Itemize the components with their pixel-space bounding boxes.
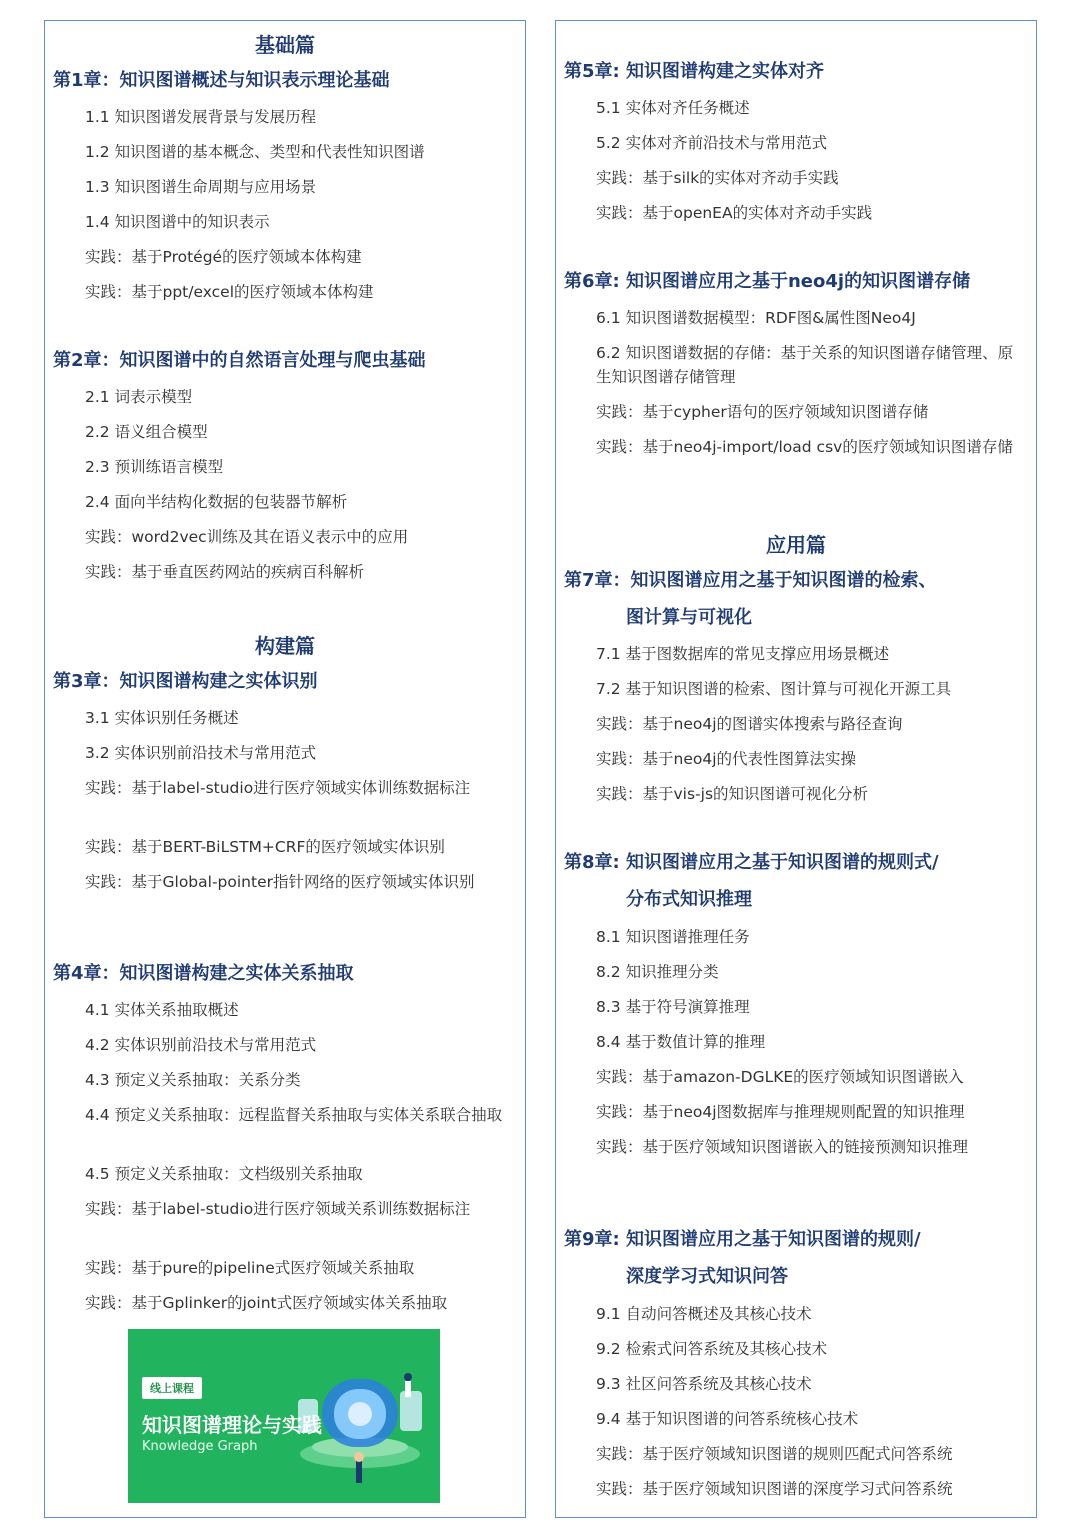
ch8-item: 实践：基于amazon-DGLKE的医疗领域知识图谱嵌入 [596, 1068, 964, 1086]
promo-tag: 线上课程 [142, 1377, 202, 1399]
ch8-item: 实践：基于医疗领域知识图谱嵌入的链接预测知识推理 [596, 1138, 969, 1156]
ch2-item: 2.1 词表示模型 [85, 388, 193, 406]
chapter-9-title: 第9章: 知识图谱应用之基于知识图谱的规则/ [564, 1229, 921, 1250]
ch9-item: 9.3 社区问答系统及其核心技术 [596, 1375, 812, 1393]
right-column [555, 20, 1037, 1518]
chapter-1-title: 第1章：知识图谱概述与知识表示理论基础 [53, 70, 390, 91]
ch5-item: 5.2 实体对齐前沿技术与常用范式 [596, 134, 828, 152]
promo-subtitle: Knowledge Graph [142, 1439, 258, 1454]
ch9-item: 9.1 自动问答概述及其核心技术 [596, 1305, 812, 1323]
ch1-item: 实践：基于ppt/excel的医疗领域本体构建 [85, 283, 374, 301]
ch9-item: 实践：基于医疗领域知识图谱的深度学习式问答系统 [596, 1480, 953, 1498]
left-column [44, 20, 526, 1518]
ch7-item: 7.1 基于图数据库的常见支撑应用场景概述 [596, 645, 890, 663]
ch7-item: 实践：基于vis-js的知识图谱可视化分析 [596, 785, 869, 803]
ch4-item: 4.2 实体识别前沿技术与常用范式 [85, 1036, 317, 1054]
ch8-item: 8.4 基于数值计算的推理 [596, 1033, 766, 1051]
ch2-item: 2.3 预训练语言模型 [85, 458, 224, 476]
ch7-item: 实践：基于neo4j的图谱实体搜索与路径查询 [596, 715, 903, 733]
ch3-item: 实践：基于label-studio进行医疗领域实体训练数据标注 [85, 779, 471, 797]
chapter-6-title: 第6章: 知识图谱应用之基于neo4j的知识图谱存储 [564, 271, 971, 292]
ch4-item: 4.5 预定义关系抽取：文档级别关系抽取 [85, 1165, 363, 1183]
ch2-item: 2.2 语义组合模型 [85, 423, 208, 441]
ch1-item: 1.3 知识图谱生命周期与应用场景 [85, 178, 317, 196]
ch4-item: 4.3 预定义关系抽取：关系分类 [85, 1071, 301, 1089]
section-title-build: 构建篇 [255, 634, 315, 658]
ch2-item: 2.4 面向半结构化数据的包装器节解析 [85, 493, 348, 511]
ch4-item: 实践：基于pure的pipeline式医疗领域关系抽取 [85, 1259, 415, 1277]
ch6-item: 实践：基于neo4j-import/load csv的医疗领域知识图谱存储 [596, 438, 1013, 456]
section-title-basic: 基础篇 [255, 33, 315, 57]
ch5-item: 实践：基于silk的实体对齐动手实践 [596, 169, 839, 187]
ch4-item: 4.1 实体关系抽取概述 [85, 1001, 239, 1019]
ch5-item: 5.1 实体对齐任务概述 [596, 99, 750, 117]
ch1-item: 1.2 知识图谱的基本概念、类型和代表性知识图谱 [85, 143, 425, 161]
ch7-item: 7.2 基于知识图谱的检索、图计算与可视化开源工具 [596, 680, 952, 698]
section-title-app: 应用篇 [766, 533, 826, 557]
ch9-item: 9.2 检索式问答系统及其核心技术 [596, 1340, 828, 1358]
chapter-7-title: 第7章：知识图谱应用之基于知识图谱的检索、 [564, 570, 937, 591]
chapter-4-title: 第4章：知识图谱构建之实体关系抽取 [53, 963, 354, 984]
chapter-2-title: 第2章：知识图谱中的自然语言处理与爬虫基础 [53, 350, 426, 371]
ch9-item: 9.4 基于知识图谱的问答系统核心技术 [596, 1410, 859, 1428]
ch3-item: 3.1 实体识别任务概述 [85, 709, 239, 727]
ch5-item: 实践：基于openEA的实体对齐动手实践 [596, 204, 873, 222]
ch8-item: 8.1 知识图谱推理任务 [596, 928, 750, 946]
chapter-8-title: 第8章: 知识图谱应用之基于知识图谱的规则式/ [564, 852, 939, 873]
ch1-item: 1.1 知识图谱发展背景与发展历程 [85, 108, 317, 126]
course-promo-banner[interactable] [128, 1329, 440, 1503]
chapter-7-title-cont: 图计算与可视化 [626, 607, 752, 628]
ch2-item: 实践：基于垂直医药网站的疾病百科解析 [85, 563, 365, 581]
ch4-item: 实践：基于Gplinker的joint式医疗领域实体关系抽取 [85, 1294, 448, 1312]
ch6-item: 6.2 知识图谱数据的存储：基于关系的知识图谱存储管理、原生知识图谱存储管理 [596, 344, 1014, 386]
chapter-5-title: 第5章: 知识图谱构建之实体对齐 [564, 61, 824, 82]
ch8-item: 8.3 基于符号演算推理 [596, 998, 750, 1016]
ch4-item: 4.4 预定义关系抽取：远程监督关系抽取与实体关系联合抽取 [85, 1106, 503, 1124]
ch6-item: 6.1 知识图谱数据模型：RDF图&属性图Neo4J [596, 309, 916, 327]
ch2-item: 实践：word2vec训练及其在语义表示中的应用 [85, 528, 409, 546]
chapter-3-title: 第3章：知识图谱构建之实体识别 [53, 671, 318, 692]
ch3-item: 实践：基于BERT-BiLSTM+CRF的医疗领域实体识别 [85, 838, 445, 856]
promo-title: 知识图谱理论与实践 [142, 1413, 322, 1437]
ch3-item: 实践：基于Global-pointer指针网络的医疗领域实体识别 [85, 873, 475, 891]
ch1-item: 实践：基于Protégé的医疗领域本体构建 [85, 248, 362, 266]
ch7-item: 实践：基于neo4j的代表性图算法实操 [596, 750, 857, 768]
ch1-item: 1.4 知识图谱中的知识表示 [85, 213, 270, 231]
ch3-item: 3.2 实体识别前沿技术与常用范式 [85, 744, 317, 762]
ch9-item: 实践：基于医疗领域知识图谱的规则匹配式问答系统 [596, 1445, 953, 1463]
chapter-8-title-cont: 分布式知识推理 [626, 889, 752, 910]
chapter-9-title-cont: 深度学习式知识问答 [626, 1266, 788, 1287]
ch8-item: 8.2 知识推理分类 [596, 963, 719, 981]
ch8-item: 实践：基于neo4j图数据库与推理规则配置的知识推理 [596, 1103, 965, 1121]
ch4-item: 实践：基于label-studio进行医疗领域关系训练数据标注 [85, 1200, 471, 1218]
ch6-item: 实践：基于cypher语句的医疗领域知识图谱存储 [596, 403, 929, 421]
